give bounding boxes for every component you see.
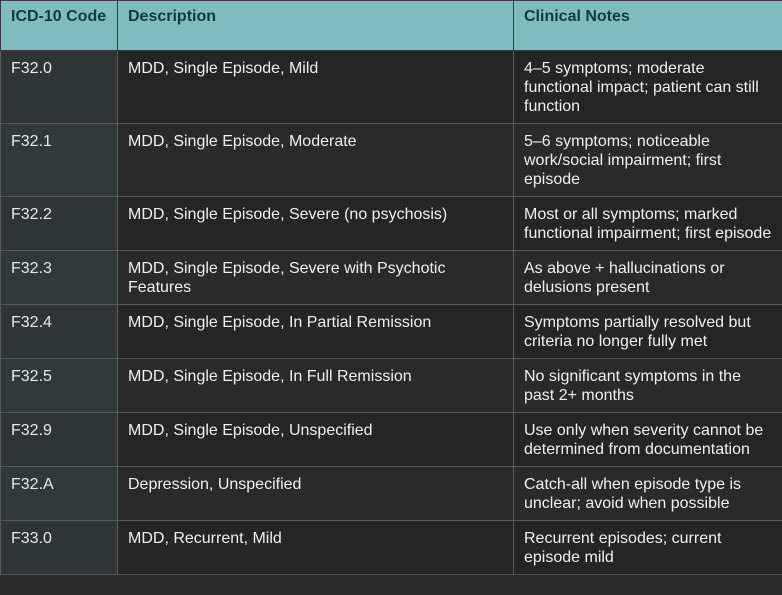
cell-description: MDD, Recurrent, Mild [118,521,514,575]
cell-description: MDD, Single Episode, Moderate [118,124,514,197]
table-row [1,467,782,521]
cell-code: F32.9 [1,413,118,467]
cell-code: F32.A [1,467,118,521]
table-row [1,305,782,359]
table-row [1,251,782,305]
cell-description: MDD, Single Episode, Unspecified [118,413,514,467]
header-clinical-notes: Clinical Notes [514,1,782,51]
cell-code: F32.4 [1,305,118,359]
cell-notes: Catch-all when episode type is unclear; avoid when possible [514,467,782,521]
cell-notes: 4–5 symptoms; moderate functional impact; patient can still function [514,51,782,124]
cell-notes: Most or all symptoms; marked functional impairment; first episode [514,197,782,251]
table-row [1,521,782,575]
table-header [1,1,782,51]
cell-notes: Recurrent episodes; current episode mild [514,521,782,575]
cell-description: MDD, Single Episode, Severe with Psychotic Features [118,251,514,305]
cell-code: F32.1 [1,124,118,197]
table-row [1,359,782,413]
table-body [1,51,782,575]
cell-notes: As above + hallucinations or delusions present [514,251,782,305]
table-row [1,124,782,197]
cell-description: MDD, Single Episode, In Partial Remission [118,305,514,359]
cell-description: Depression, Unspecified [118,467,514,521]
cell-description: MDD, Single Episode, Severe (no psychosis) [118,197,514,251]
cell-code: F32.2 [1,197,118,251]
header-row [1,1,782,51]
table-row [1,197,782,251]
cell-code: F33.0 [1,521,118,575]
cell-code: F32.3 [1,251,118,305]
cell-code: F32.5 [1,359,118,413]
cell-notes: No significant symptoms in the past 2+ months [514,359,782,413]
header-code: ICD-10 Code [1,1,118,51]
cell-notes: Symptoms partially resolved but criteria no longer fully met [514,305,782,359]
cell-notes: Use only when severity cannot be determined from documentation [514,413,782,467]
header-description: Description [118,1,514,51]
cell-notes: 5–6 symptoms; noticeable work/social impairment; first episode [514,124,782,197]
cell-code: F32.0 [1,51,118,124]
table-row [1,413,782,467]
table-row [1,51,782,124]
cell-description: MDD, Single Episode, Mild [118,51,514,124]
cell-description: MDD, Single Episode, In Full Remission [118,359,514,413]
